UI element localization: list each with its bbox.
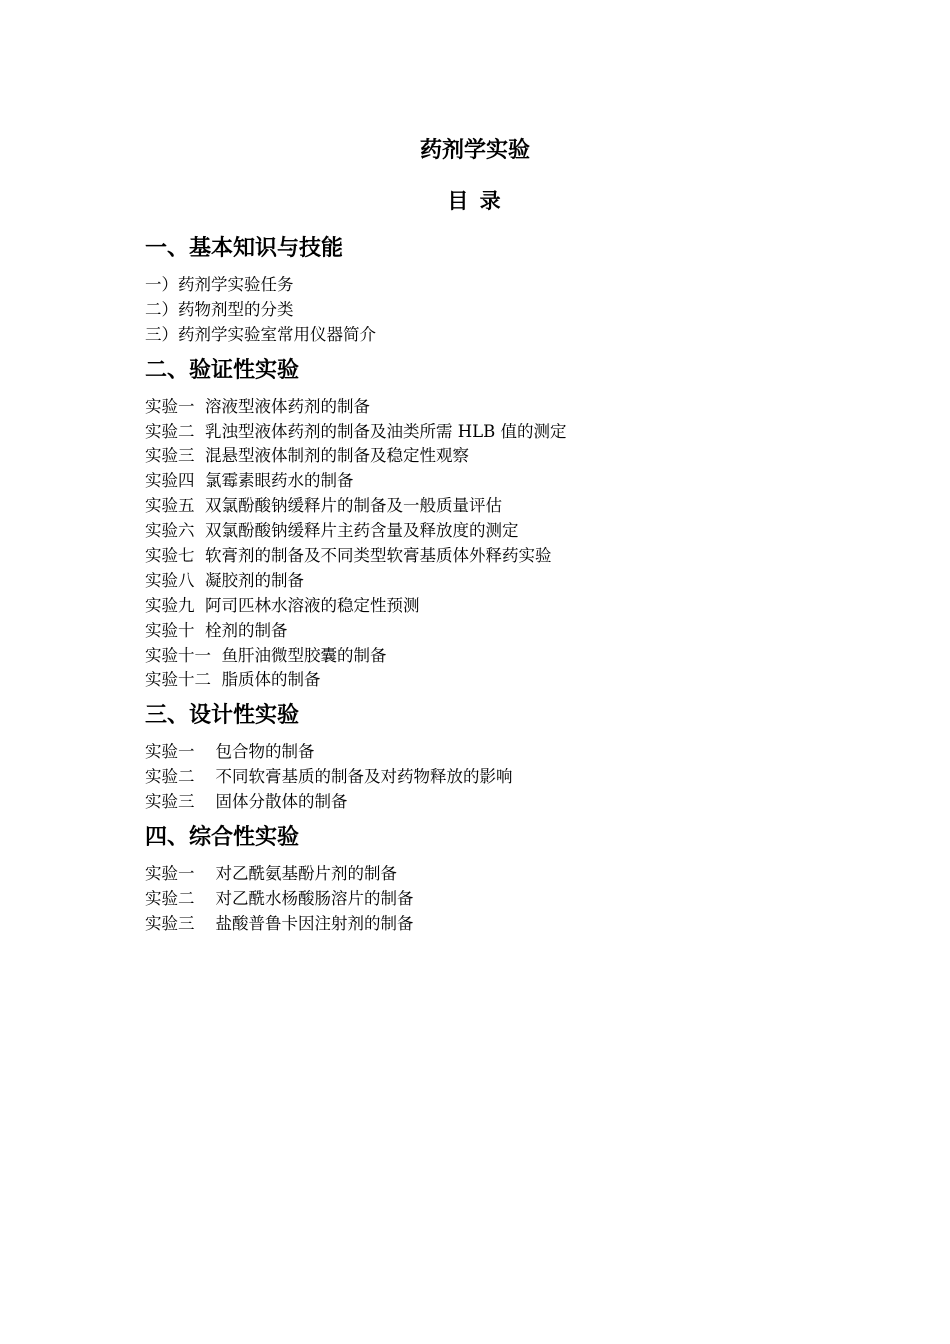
entry-title: 脂质体的制备 xyxy=(221,670,321,690)
table-of-contents xyxy=(145,234,845,945)
toc-entry xyxy=(145,444,845,469)
entry-title: 盐酸普鲁卡因注射剂的制备 xyxy=(215,913,414,933)
entry-number: 实验六 xyxy=(145,521,195,541)
entry-number: 实验十一 xyxy=(145,645,211,665)
toc-entry xyxy=(145,494,845,519)
entry-number: 实验十 xyxy=(145,620,195,640)
entry-title: 氯霉素眼药水的制备 xyxy=(205,471,354,491)
toc-entry xyxy=(145,298,845,323)
entry-title: 溶液型液体药剂的制备 xyxy=(205,396,370,416)
entry-number: 实验二 xyxy=(145,767,195,787)
entry-title: 鱼肝油微型胶囊的制备 xyxy=(221,645,387,665)
entry-number: 二） xyxy=(145,299,178,319)
section-entry-list xyxy=(145,395,845,694)
toc-entry xyxy=(145,644,845,669)
entry-number: 实验四 xyxy=(145,471,195,491)
section-heading: 三、设计性实验 xyxy=(145,703,300,729)
toc-entry xyxy=(145,420,845,445)
toc-entry xyxy=(145,887,845,912)
section-entry-list xyxy=(145,862,845,937)
entry-title: 对乙酰水杨酸肠溶片的制备 xyxy=(215,888,414,908)
entry-number: 实验三 xyxy=(145,792,195,812)
entry-title: 栓剂的制备 xyxy=(205,620,288,640)
toc-section-design xyxy=(145,701,845,815)
toc-entry xyxy=(145,619,845,644)
entry-number: 实验十二 xyxy=(145,670,211,690)
entry-number: 实验三 xyxy=(145,446,195,466)
toc-entry xyxy=(145,519,845,544)
section-entry-list xyxy=(145,273,845,348)
entry-title: 对乙酰氨基酚片剂的制备 xyxy=(215,864,397,884)
toc-entry xyxy=(145,395,845,420)
entry-title: 乳浊型液体药剂的制备及油类所需 HLB 值的测定 xyxy=(205,421,567,441)
toc-entry xyxy=(145,273,845,298)
entry-title: 药剂学实验室常用仪器简介 xyxy=(178,324,376,344)
entry-title: 双氯酚酸钠缓释片主药含量及释放度的测定 xyxy=(205,521,519,541)
toc-entry xyxy=(145,469,845,494)
section-heading: 二、验证性实验 xyxy=(145,357,300,383)
entry-number: 实验九 xyxy=(145,595,195,615)
toc-entry xyxy=(145,862,845,887)
toc-entry xyxy=(145,740,845,765)
entry-number: 实验八 xyxy=(145,570,195,590)
entry-title: 不同软膏基质的制备及对药物释放的影响 xyxy=(215,767,513,787)
entry-number: 实验五 xyxy=(145,496,195,516)
entry-title: 凝胶剂的制备 xyxy=(205,570,304,590)
toc-entry xyxy=(145,912,845,937)
entry-title: 混悬型液体制剂的制备及稳定性观察 xyxy=(205,446,469,466)
entry-number: 实验三 xyxy=(145,913,195,933)
toc-section-comprehensive xyxy=(145,823,845,937)
section-entry-list xyxy=(145,740,845,815)
entry-number: 实验七 xyxy=(145,546,195,566)
entry-title: 固体分散体的制备 xyxy=(215,792,348,812)
toc-entry xyxy=(145,569,845,594)
entry-number: 一） xyxy=(145,275,178,294)
section-heading: 四、综合性实验 xyxy=(145,825,300,851)
table-of-contents-heading: 目 录 xyxy=(447,189,503,213)
toc-entry xyxy=(145,765,845,790)
toc-entry xyxy=(145,323,845,348)
entry-title: 双氯酚酸钠缓释片的制备及一般质量评估 xyxy=(205,496,502,516)
toc-entry xyxy=(145,790,845,815)
entry-number: 实验一 xyxy=(145,396,195,416)
entry-title: 包合物的制备 xyxy=(215,742,315,762)
entry-number: 三） xyxy=(145,324,178,344)
entry-title: 药剂学实验任务 xyxy=(178,275,294,294)
entry-number: 实验二 xyxy=(145,888,195,908)
entry-number: 实验二 xyxy=(145,421,195,441)
entry-title: 软膏剂的制备及不同类型软膏基质体外释药实验 xyxy=(205,546,552,566)
toc-section-verification xyxy=(145,356,845,694)
entry-number: 实验一 xyxy=(145,742,195,762)
entry-title: 阿司匹林水溶液的稳定性预测 xyxy=(205,595,420,615)
entry-title: 药物剂型的分类 xyxy=(178,299,294,319)
toc-entry xyxy=(145,668,845,693)
entry-number: 实验一 xyxy=(145,864,195,884)
toc-entry xyxy=(145,594,845,619)
document-title: 药剂学实验 xyxy=(419,138,530,163)
toc-section-basics xyxy=(145,234,845,348)
section-heading: 一、基本知识与技能 xyxy=(145,236,344,261)
toc-entry xyxy=(145,544,845,569)
